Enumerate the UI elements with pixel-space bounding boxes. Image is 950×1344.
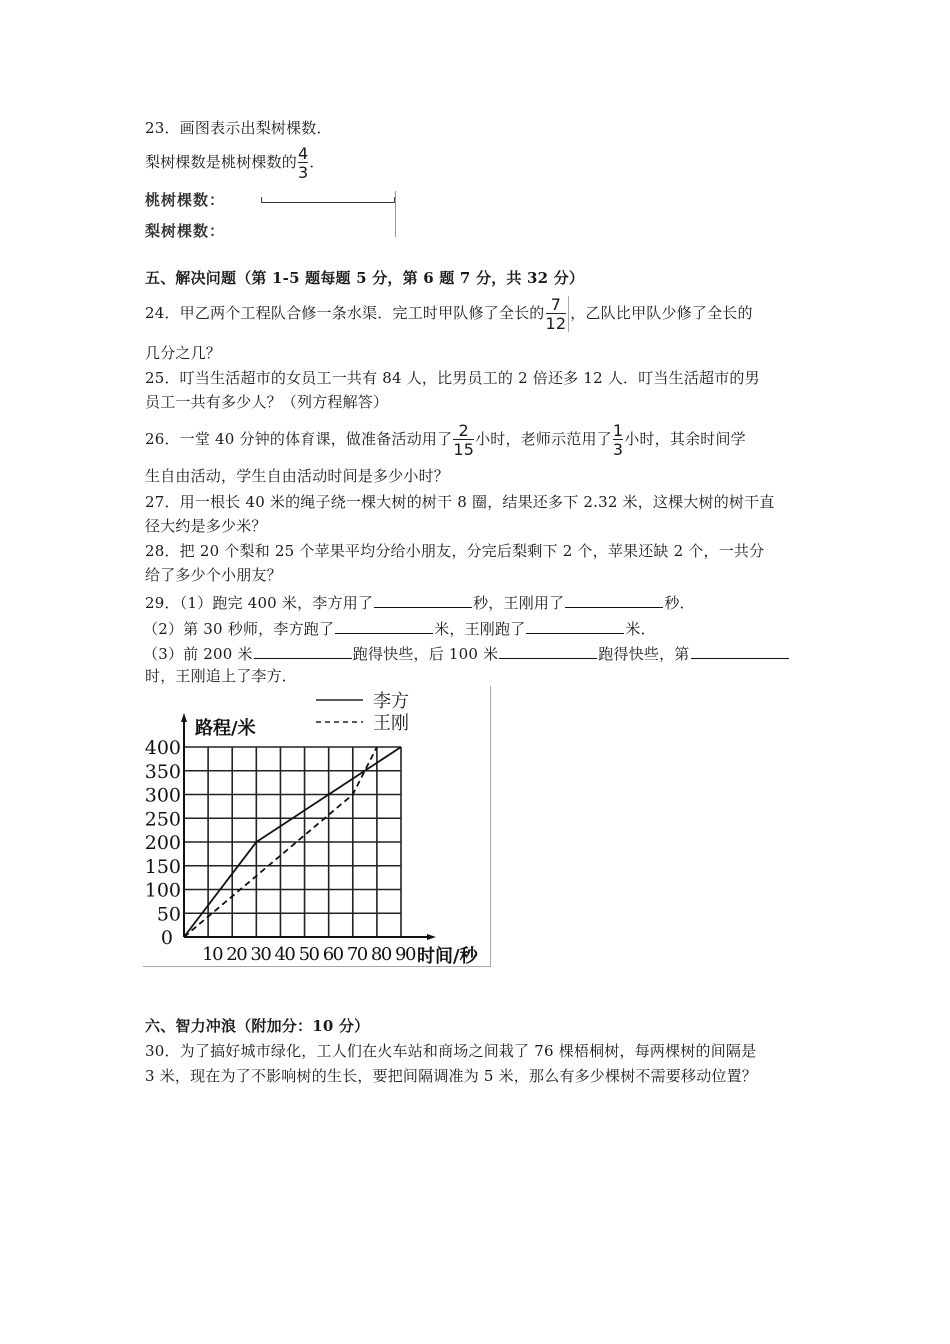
x-tick-label: 20 [226, 944, 247, 965]
q26-text-pre: 26．一堂 40 分钟的体育课，做准备活动用了 [145, 430, 453, 448]
reference-guide-line [395, 191, 396, 237]
q23-statement [145, 143, 325, 181]
x-tick-label: 10 [202, 944, 223, 965]
q24-line1 [145, 292, 753, 334]
q23-prompt [145, 118, 332, 138]
y-tick-label: 350 [144, 760, 181, 783]
y-tick-label: 100 [144, 879, 181, 902]
q29-part4: 时，王刚追上了李方． [145, 667, 298, 685]
pear-tree-label: 梨树棵数： [145, 222, 226, 240]
y-tick-label: 200 [144, 832, 181, 854]
y-tick-label: 150 [144, 855, 181, 878]
q29-p1-text-a: 29．（1）跑完 400 米，李方用了 [145, 594, 374, 612]
distance-time-chart [143, 686, 491, 966]
peach-tree-label: 桃树棵数： [145, 191, 226, 209]
q23-period: ． [309, 153, 325, 171]
chart-border-bottom [143, 966, 491, 967]
fraction-denominator: 15 [453, 440, 475, 459]
q28-line2: 给了多少个小朋友？ [145, 566, 282, 584]
q23-statement-text: 梨树棵数是桃树棵数的 [145, 153, 298, 171]
legend-label: 王刚 [373, 713, 409, 734]
q27-line1: 27．用一根长 40 米的绳子绕一棵大树的树干 8 圈，结果还多下 2.32 米，这棵大树的树干直 [145, 493, 775, 511]
answer-blank-last-100m[interactable] [499, 642, 597, 659]
x-axis-arrow-icon [427, 934, 436, 940]
q30-line1: 30．为了搞好城市绿化，工人们在火车站和商场之间栽了 76 棵梧桐树，每两棵树的间隔是 [145, 1042, 757, 1060]
q29-p3-text-b: 跑得快些，后 100 米 [352, 645, 499, 663]
x-tick-label: 60 [322, 944, 343, 965]
legend-label: 李方 [373, 691, 409, 712]
q26-line1 [145, 418, 746, 460]
fraction-7-12 [546, 296, 570, 332]
answer-blank-wanggang-distance[interactable] [526, 617, 624, 634]
segment-line [261, 202, 395, 203]
x-tick-label: 40 [274, 944, 295, 965]
q24-line2: 几分之几？ [145, 344, 222, 362]
fraction-denominator: 3 [298, 163, 309, 182]
q29-p2-text-a: （2）第 30 秒师，李方跑了 [143, 620, 335, 638]
q29-p1-text-c: 秒． [664, 594, 695, 612]
answer-blank-catch-up-time[interactable] [691, 642, 789, 659]
q29-part1 [145, 591, 695, 613]
q29-part3 [143, 642, 790, 664]
x-tick-label: 90 [395, 944, 415, 965]
y-axis-arrow-icon [181, 713, 187, 722]
q24-text-pre: 24．甲乙两个工程队合修一条水渠．完工时甲队修了全长的 [145, 304, 545, 322]
answer-blank-wanggang-time[interactable] [565, 591, 663, 608]
q29-part2 [143, 617, 656, 639]
q28-line1: 28．把 20 个梨和 25 个苹果平均分给小朋友，分完后梨剩下 2 个，苹果还缺 2 个，一共分 [145, 542, 765, 560]
y-axis-title: 路程/米 [195, 718, 256, 739]
fraction-4-3 [298, 145, 308, 181]
section-6-title: 六、智力冲浪（附加分：10 分） [145, 1017, 370, 1035]
chart-border-right [490, 686, 491, 967]
segment-left-tick [261, 197, 262, 203]
answer-blank-lifang-time[interactable] [374, 591, 472, 608]
x-tick-label: 50 [298, 944, 319, 965]
x-tick-label: 80 [370, 944, 391, 965]
q25-line1: 25．叮当生活超市的女员工一共有 84 人，比男员工的 2 倍还多 12 人．叮当生活超市的男 [145, 369, 760, 387]
section-5-title: 五、解决问题（第 1-5 题每题 5 分，第 6 题 7 分，共 32 分） [145, 269, 585, 287]
q29-p2-text-b: 米，王刚跑了 [434, 620, 526, 638]
fraction-numerator: 1 [612, 421, 624, 440]
q29-p3-text-a: （3）前 200 米 [143, 645, 253, 663]
x-axis-title: 时间/秒 [417, 946, 478, 966]
q29-p1-text-b: 秒，王刚用了 [473, 594, 565, 612]
q29-p2-text-c: 米． [625, 620, 656, 638]
y-tick-label: 400 [144, 737, 181, 759]
q23-text: 23．画图表示出梨树棵数． [145, 119, 332, 137]
q26-text-post: 小时，其余时间学 [624, 430, 746, 448]
y-tick-label: 0 [160, 927, 173, 949]
fraction-numerator: 4 [298, 144, 309, 163]
chart-canvas [143, 686, 491, 966]
x-tick-label: 30 [250, 944, 271, 965]
q26-line2: 生自由活动，学生自由活动时间是多少小时？ [145, 467, 450, 485]
fraction-denominator: 12 [545, 314, 567, 333]
q29-p3-text-c: 跑得快些，第 [598, 645, 690, 663]
fraction-1-3 [613, 422, 623, 458]
y-tick-label: 300 [144, 784, 181, 807]
q26-text-mid: 小时，老师示范用了 [475, 430, 612, 448]
fraction-denominator: 3 [612, 440, 624, 459]
q24-text-post: ，乙队比甲队少修了全长的 [570, 304, 753, 322]
q25-line2: 员工一共有多少人？（列方程解答） [145, 393, 389, 411]
answer-blank-lifang-distance[interactable] [335, 617, 433, 634]
fraction-2-15 [453, 422, 474, 458]
q30-line2: 3 米，现在为了不影响树的生长，要把间隔调准为 5 米，那么有多少棵树不需要移动位置？ [145, 1067, 757, 1085]
q27-line2: 径大约是多少米？ [145, 517, 267, 535]
x-tick-label: 70 [346, 944, 367, 965]
answer-blank-first-200m[interactable] [254, 642, 352, 659]
y-tick-label: 50 [156, 903, 181, 926]
y-tick-label: 250 [144, 808, 181, 831]
fraction-numerator: 2 [458, 421, 469, 440]
fraction-numerator: 7 [550, 295, 562, 314]
